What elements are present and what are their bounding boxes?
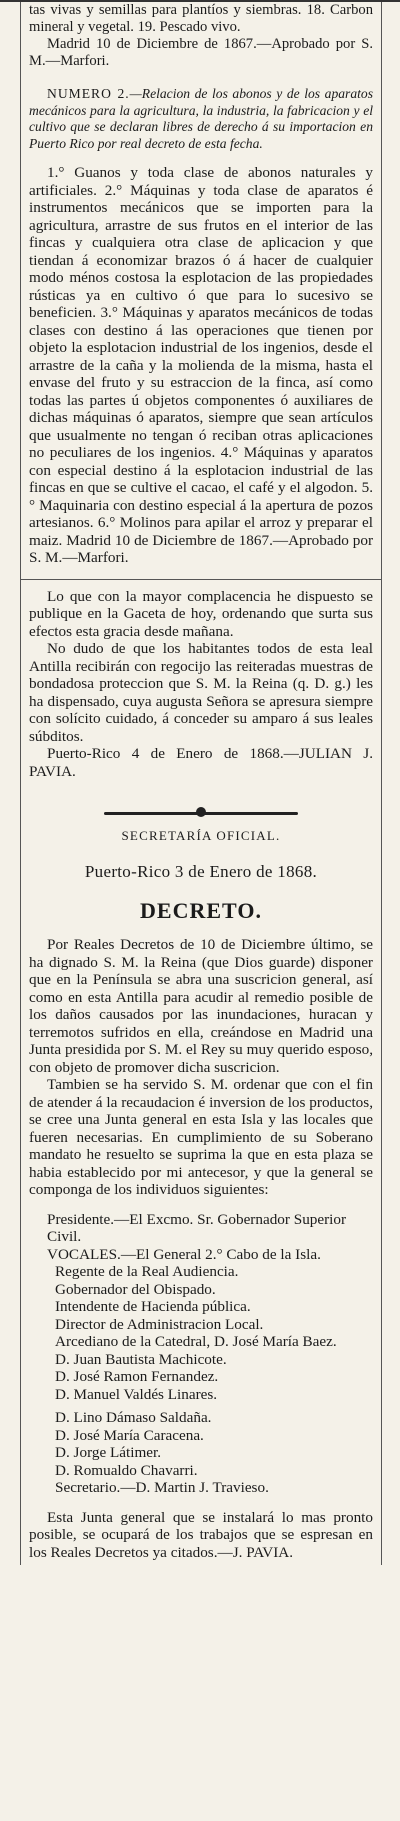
list-item: Director de Administracion Local. [55, 1315, 264, 1333]
members-list [29, 1211, 373, 1497]
numero-2-heading [29, 86, 373, 152]
list-item: Intendente de Hacienda pública. [55, 1298, 251, 1315]
numero-2-body: 1.° Guanos y toda clase de abonos naturales y artificiales. 2.° Máquinas y toda clase de aparatos é instrumentos mecánicos que se importen para la agricultura, arrastre de sus frutos en el interior de las fincas y cualquiera otra clase de aplicacion y que tiendan á economizar brazos ó á hacer de cualquier modo ménos costosa la esplotacion de las propiedades rústicas ya en cultivo ó que para lo sucesivo se beneficien. 3.° Máquinas y aparatos mecánicos de todas clases con destino á las operaciones que tienen por objeto la esplotacion industrial de los ingenios, desde el arrastre de la caña y la molienda de la misma, hasta el envase del fruto y su estraccion de la finca, así como todas las partes ú objetos componentes ó auxiliares de dichas máquinas ó aparatos, siempre que sean artículos que usualmente no tengan ó reciban otras aplicaciones no peculiares de los ingenios. 4.° Máquinas y aparatos con especial destino á la esplotacion industrial de las fincas en que se cultive el cacao, el café y el algodon. 5.° Maquinaria con destino especial á la apertura de pozos artesianos. 6.° Molinos para apilar el arroz y preparar el maiz. Madrid 10 de Diciembre de 1867.—Aprobado por S. M.—Marfori. [29, 164, 373, 566]
decree-paragraph-2: Tambien se ha servido S. M. ordenar que con el fin de atender á la recaudacion é inversion de los productos, se cree una Junta general en esta Isla y las locales que fueren necesarias. En cumplimiento de su Soberano mandato he resuelto se suprima la que en esta plaza se habia establecido por mi antecesor, y que la general se componga de los individuos siguientes: [29, 1076, 373, 1198]
list-item: D. José María Caracena. [55, 1426, 204, 1444]
list-item: D. Jorge Látimer. [55, 1444, 162, 1461]
list-item: VOCALES.—El General 2.° Cabo de la Isla. [47, 1245, 321, 1263]
decree-title: DECRETO. [140, 898, 262, 923]
numero-2-label: NUMERO 2. [47, 86, 130, 101]
closing-paragraph: Esta Junta general que se instalará lo mas pronto posible, se ocupará de los trabajos que se espresan en los Reales Decretos ya citados.—J. PAVIA. [29, 1508, 373, 1561]
column [20, 2, 382, 1565]
list-item: D. José Ramon Fernandez. [55, 1368, 219, 1385]
proclamation-paragraph-1: Lo que con la mayor complacencia he dispuesto se publique en la Gaceta de hoy, ordenando que surta sus efectos esta gracia desde mañana. [29, 587, 373, 640]
decree-paragraph-1: Por Reales Decretos de 10 de Diciembre último, se ha dignado S. M. la Reina (que Dios guarde) disponer que en la Península se abra una suscricion general, así como en esta Antilla para acudir al remedio posible de los daños causados por las inundaciones, huracan y terremotos sufridos en ella, creándose en Madrid una Junta presidida por S. M. el Rey su muy querido esposo, con objeto de promover dicha suscricion. [29, 936, 373, 1076]
proclamation-signature: Puerto-Rico 4 de Enero de 1868.—JULIAN J. PAVIA. [29, 745, 373, 780]
list-item: D. Juan Bautista Machicote. [55, 1350, 227, 1368]
list-item: Arcediano de la Catedral, D. José María Baez. [55, 1333, 337, 1350]
list-end-line: tas vivas y semillas para plantíos y siembras. 18. Carbon mineral y vegetal. 19. Pescado vivo. [29, 2, 373, 35]
list-item: Regente de la Real Audiencia. [55, 1263, 239, 1280]
list-item: D. Manuel Valdés Linares. [55, 1385, 218, 1403]
section-label: SECRETARÍA OFICIAL. [121, 828, 281, 843]
approval-line: Madrid 10 de Diciembre de 1867.—Aprobado por S. M.—Marfori. [29, 36, 373, 69]
list-item: D. Lino Dámaso Saldaña. [55, 1409, 212, 1426]
list-item: Presidente.—El Excmo. Sr. Gobernador Superior Civil. [47, 1210, 347, 1245]
list-item: D. Romualdo Chavarri. [55, 1461, 198, 1479]
dateline: Puerto-Rico 3 de Enero de 1868. [84, 862, 318, 881]
ornamental-divider [29, 804, 373, 814]
list-item: Secretario.—D. Martin J. Travieso. [55, 1479, 269, 1496]
numero-2-heading-text: —Relacion de los abonos y de los aparatos mecánicos para la agricultura, la industria, la fabricacion y el cultivo que se declaran libres de derecho á su importacion en Puerto Rico por real decreto de esta fecha. [29, 86, 373, 151]
list-continuation [29, 2, 373, 70]
list-item: Gobernador del Obispado. [55, 1280, 216, 1298]
proclamation-paragraph-2: No dudo de que los habitantes todos de esta leal Antilla recibirán con regocijo las reiteradas muestras de bondadosa proteccion que S. M. la Reina (q. D. g.) les ha dispensado, cuya augusta Señora se apresura siempre con solícito cuidado, á conceder su amparo á sus leales súbditos. [29, 640, 373, 745]
